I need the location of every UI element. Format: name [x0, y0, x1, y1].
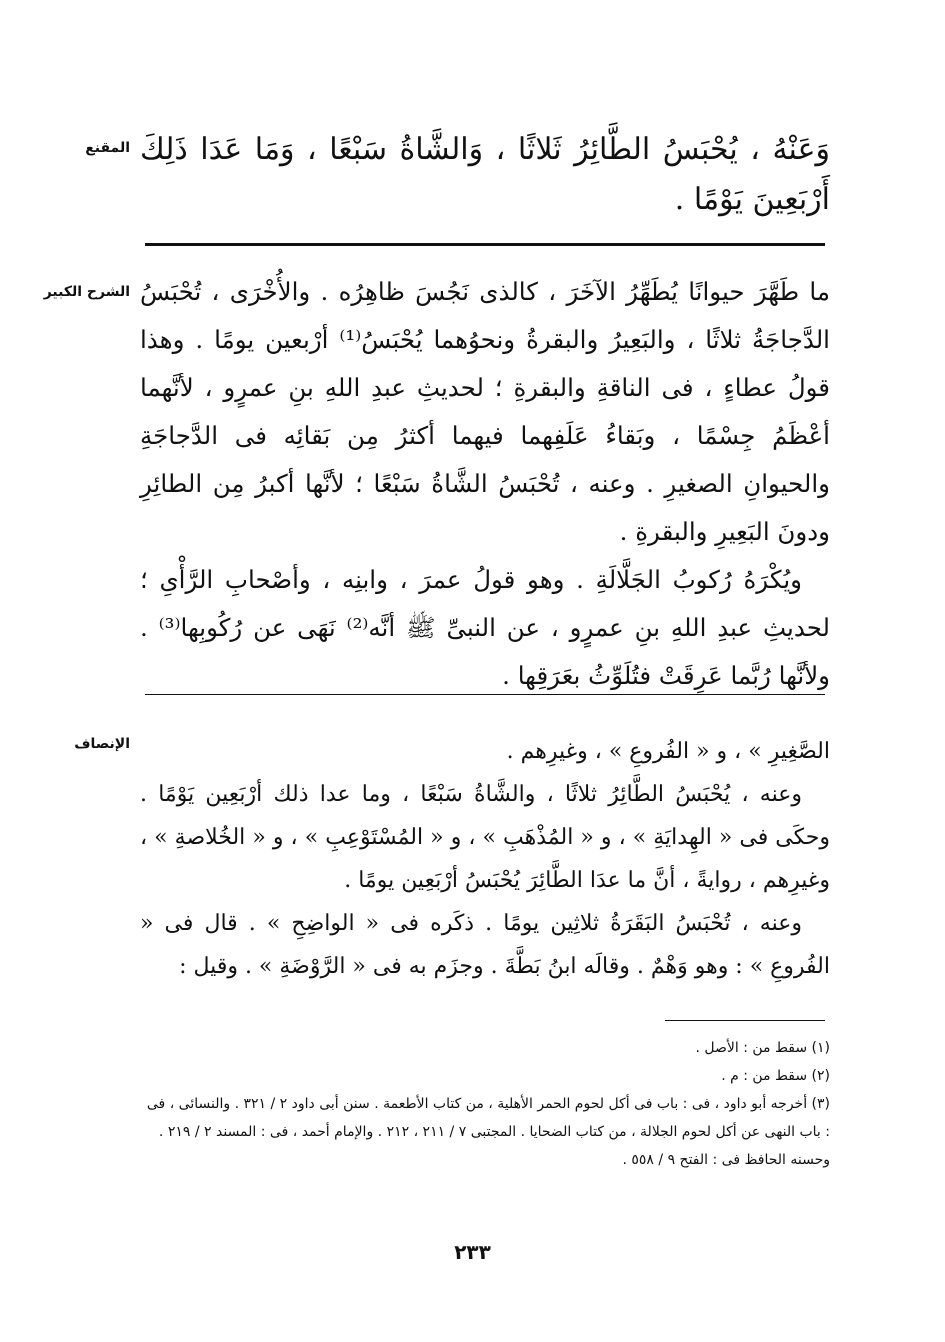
insaf-text: [140, 730, 830, 988]
matn-paragraph: وَعَنْهُ ، يُحْبَسُ الطَّائِرُ ثَلاثًا ، وَالشَّاةُ سَبْعًا ، وَمَا عَدَا ذَلِكَ أَرْبَعِينَ يَوْمًا .: [140, 132, 830, 217]
label-muqni: المقنع: [85, 140, 130, 156]
footnote: (٣) أخرجه أبو داود ، فى : باب فى أكل لحوم الحمر الأهلية ، من كتاب الأطعمة . سنن أبى داود ٢ / ٣٢١ . والنسائى ، فى : باب النهى عن أكل لحوم الجلالة ، من كتاب الضحايا . المجتبى ٧ / ٢١١ ، ٢١٢ . والإمام أحمد ، فى : المسند ٢ / ٢١٩ . وحسنه الحافظ فى : الفتح ٩ / ٥٥٨ .: [146, 1096, 830, 1168]
sharh-paragraph: ويُكْرَهُ رُكوبُ الجَلَّالَةِ . وهو قولُ عمرَ ، وابنِه ، وأصْحابِ الرَّأْىِ ؛ لحديثِ عبدِ اللهِ بنِ عمرٍو ، عن النبىِّ ﷺ أنَّه⁽²⁾ نَهَى عن رُكُوبِها⁽³⁾ . ولأنَّها رُبَّما عَرِقَتْ فتُلَوِّثُ بعَرَقِها .: [140, 565, 830, 690]
page-number: ٢٣٣: [454, 1240, 491, 1264]
insaf-paragraph: الصَّغِيرِ » ، و « الفُروعِ » ، وغيرِهم .: [506, 739, 830, 764]
section-divider-thick: [145, 243, 825, 246]
insaf-paragraph: وعنه ، تُحْبَسُ البَقَرَةُ ثلاثِين يومًا . ذكَره فى « الواضِحِ » . قال فى « الفُروعِ » : وهو وَهْمٌ . وقالَه ابنُ بَطَّةَ . وجزَم به فى « الرَّوْضَةِ » . وقيل :: [140, 911, 830, 979]
sharh-paragraph: ما طَهَّرَ حيوانًا يُطَهِّرُ الآخَرَ ، كالذى نَجُسَ ظاهِرُه . والأُخْرَى ، تُحْبَسُ الدَّجاجَةُ ثلاثًا ، والبَعِيرُ والبقرةُ ونحوُهما يُحْبَسُ⁽¹⁾ أرْبعين يومًا . وهذا قولُ عطاءٍ ، فى الناقةِ والبقرةِ ؛ لحديثِ عبدِ اللهِ بنِ عمرٍو ، لأنَّهما أعْظَمُ جِسْمًا ، وبَقاءُ عَلَفِهما فيهما أكثرُ مِن بَقائِه فى الدَّجاجَةِ والحيوانِ الصغيرِ . وعنه ، تُحْبَسُ الشَّاةُ سَبْعًا ؛ لأنَّها أكبرُ مِن الطائِرِ ودونَ البَعِيرِ والبقرةِ .: [140, 277, 830, 546]
matn-text: [140, 125, 830, 225]
footnotes: [140, 1034, 830, 1174]
label-sharh: الشرح الكبير: [43, 284, 130, 300]
sharh-text: [140, 268, 830, 700]
footnote: (١) سقط من : الأصل .: [695, 1040, 830, 1056]
footnote: (٢) سقط من : م .: [721, 1068, 830, 1084]
label-insaf: الإنصاف: [74, 736, 130, 752]
section-divider-thin: [145, 694, 825, 695]
footnote-divider: [665, 1020, 825, 1021]
insaf-paragraph: وعنه ، يُحْبَسُ الطَّائِرُ ثلاثًا ، والشَّاةُ سَبْعًا ، وما عدا ذلك أرْبَعِين يَوْمًا . وحكَى فى « الهِدايَةِ » ، و « المُذْهَبِ » ، و « المُسْتَوْعِبِ » ، و « الخُلاصةِ » ، وغيرِهم ، روايةً ، أنَّ ما عدَا الطَّائِرَ يُحْبَسُ أرْبَعِين يومًا .: [140, 782, 830, 893]
